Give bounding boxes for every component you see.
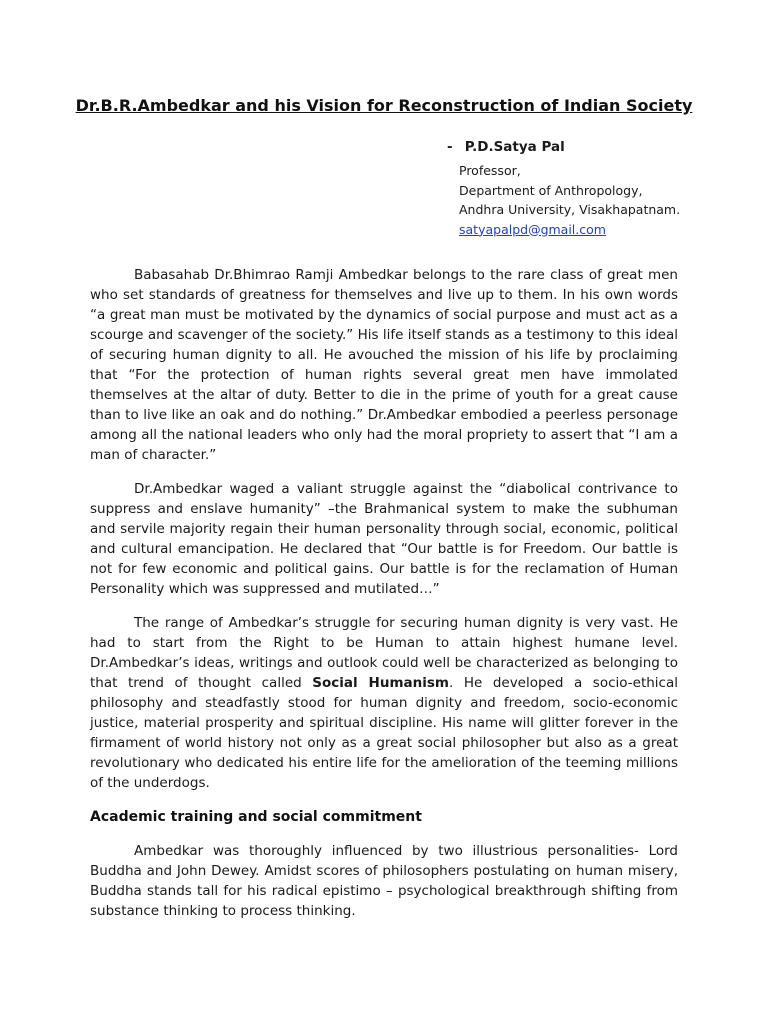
author-name: P.D.Satya Pal — [464, 139, 565, 155]
paragraph-3 — [90, 613, 678, 793]
paragraph-1: Babasahab Dr.Bhimrao Ramji Ambedkar belongs to the rare class of great men who set standards of greatness for themselves and live up to them. In his own words “a great man must be motivated by the dynamics of social purpose and must act as a scourge and scavenger of the society.” His life itself stands as a testimony to this ideal of securing human dignity to all. He avouched the mission of his life by proclaiming that “For the protection of human rights several great men have immolated themselves at the altar of duty. Better to die in the prime of youth for a great cause than to live like an oak and do nothing.” Dr.Ambedkar embodied a peerless personage among all the national leaders who only had the moral propriety to assert that “I am a man of character.” — [90, 267, 678, 463]
document-title: Dr.B.R.Ambedkar and his Vision for Reconstruction of Indian Society — [75, 96, 693, 115]
paragraph-3-text-b: . He developed a socio-ethical philosophy and steadfastly stood for human dignity and freedom, socio-economic justice, material prosperity and spiritual discipline. His name will glitter forever in the firmament of world history not only as a great social philosopher but also as a great revolutionary who dedicated his entire life for the amelioration of the teeming millions of the underdogs. — [90, 675, 678, 791]
author-university: Andhra University, Visakhapatnam. — [459, 202, 681, 217]
author-dash: - — [447, 139, 453, 155]
paragraph-3-text-a: The range of Ambedkar’s struggle for securing human dignity is very vast. He had to start from the Right to be Human to attain highest humane level. Dr.Ambedkar’s ideas, writings and outlook could well be characterized as belonging to that trend of thought called — [90, 615, 678, 691]
author-block — [447, 139, 680, 239]
author-affiliation — [459, 161, 680, 239]
social-humanism-term: Social Humanism — [312, 675, 449, 691]
author-department: Department of Anthropology, — [459, 182, 643, 198]
author-email-link[interactable]: satyapalpd@gmail.com — [459, 221, 606, 237]
author-name-line — [447, 139, 680, 155]
paragraph-2: Dr.Ambedkar waged a valiant struggle against the “diabolical contrivance to suppress and enslave humanity” –the Brahmanical system to make the subhuman and servile majority regain their human personality through social, economic, political and cultural emancipation. He declared that “Our battle is for Freedom. Our battle is not for few economic and political gains. Our battle is for the reclamation of Human Personality which was suppressed and mutilated…” — [90, 481, 678, 597]
section-heading: Academic training and social commitment — [90, 809, 422, 825]
body-text — [90, 265, 678, 935]
author-position: Professor, — [459, 163, 521, 178]
paragraph-4: Ambedkar was thoroughly influenced by two illustrious personalities- Lord Buddha and John Dewey. Amidst scores of philosophers postulating on human misery, Buddha stands tall for his radical epistimo – psychological breakthrough shifting from substance thinking to process thinking. — [90, 843, 678, 919]
